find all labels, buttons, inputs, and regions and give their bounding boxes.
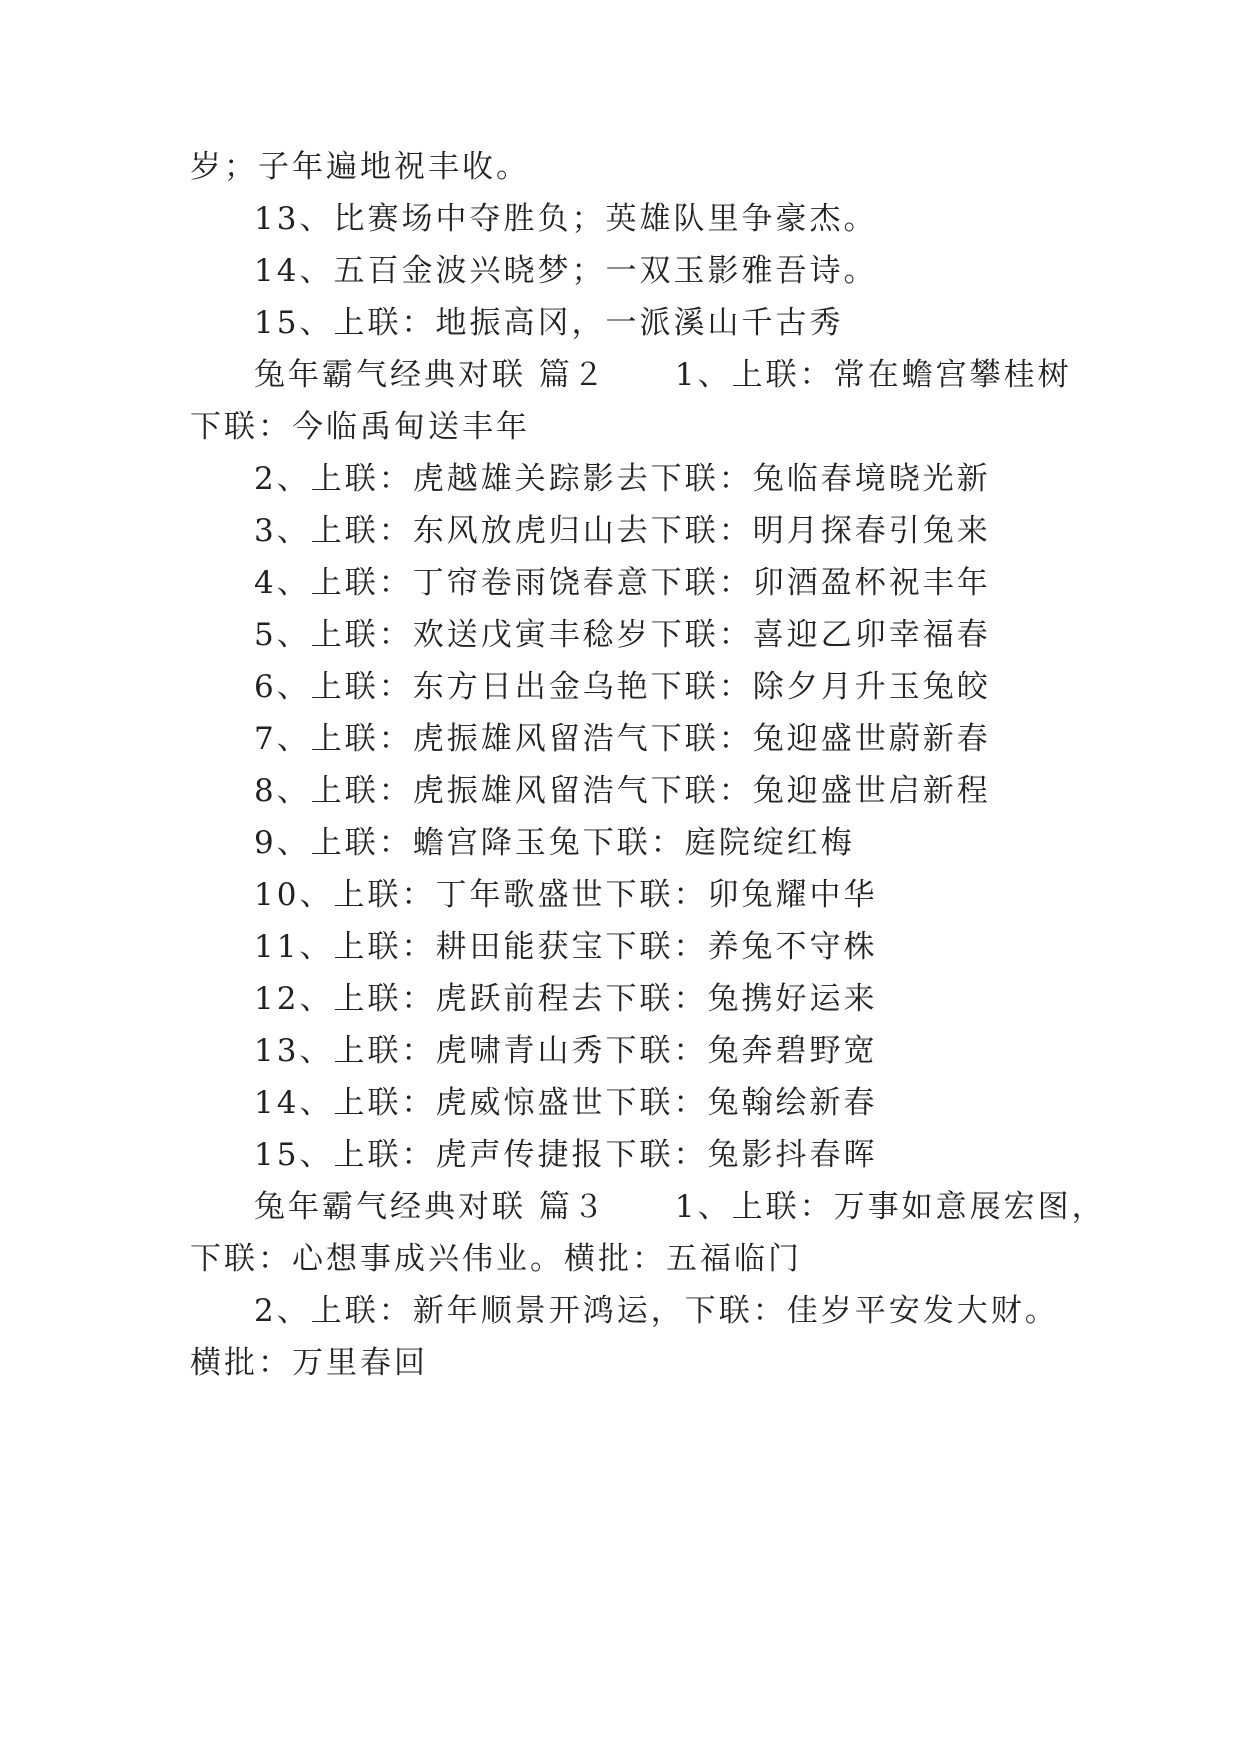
text-line: 12、上联：虎跃前程去下联：兔携好运来 [254,981,878,1017]
text-line: 15、上联：虎声传捷报下联：兔影抖春晖 [254,1137,878,1173]
text-line: 3、上联：东风放虎归山去下联：明月探春引兔来 [254,513,991,549]
text-line: 6、上联：东方日出金乌艳下联：除夕月升玉兔皎 [254,669,991,705]
text-line: 5、上联：欢送戊寅丰稔岁下联：喜迎乙卯幸福春 [254,617,991,653]
section-heading-line: 兔年霸气经典对联 篇２ 1、上联：常在蟾宫攀桂树 [254,357,1072,393]
text-line: 7、上联：虎振雄风留浩气下联：兔迎盛世蔚新春 [254,721,991,757]
text-line: 4、上联：丁帘卷雨饶春意下联：卯酒盈杯祝丰年 [254,565,991,601]
text-line: 13、比赛场中夺胜负；英雄队里争豪杰。 [254,201,878,237]
text-line: 14、五百金波兴晓梦；一双玉影雅吾诗。 [254,253,878,289]
text-line: 14、上联：虎威惊盛世下联：兔翰绘新春 [254,1085,878,1121]
text-line: 岁；子年遍地祝丰收。 [190,149,530,185]
section-heading-line: 兔年霸气经典对联 篇３ 1、上联：万事如意展宏图， [254,1189,1106,1225]
text-line: 下联：心想事成兴伟业。横批：五福临门 [190,1241,802,1277]
text-line: 下联：今临禹甸送丰年 [190,409,530,445]
text-line: 2、上联：虎越雄关踪影去下联：兔临春境晓光新 [254,461,991,497]
text-line: 11、上联：耕田能获宝下联：养兔不守株 [254,929,878,965]
text-line: 8、上联：虎振雄风留浩气下联：兔迎盛世启新程 [254,773,991,809]
text-line: 10、上联：丁年歌盛世下联：卯兔耀中华 [254,877,878,913]
text-line: 2、上联：新年顺景开鸿运，下联：佳岁平安发大财。 [254,1293,1059,1329]
text-line: 9、上联：蟾宫降玉兔下联：庭院绽红梅 [254,825,855,861]
text-line: 13、上联：虎啸青山秀下联：兔奔碧野宽 [254,1033,878,1069]
text-line: 15、上联：地振高冈，一派溪山千古秀 [254,305,844,341]
text-line: 横批：万里春回 [190,1345,428,1381]
